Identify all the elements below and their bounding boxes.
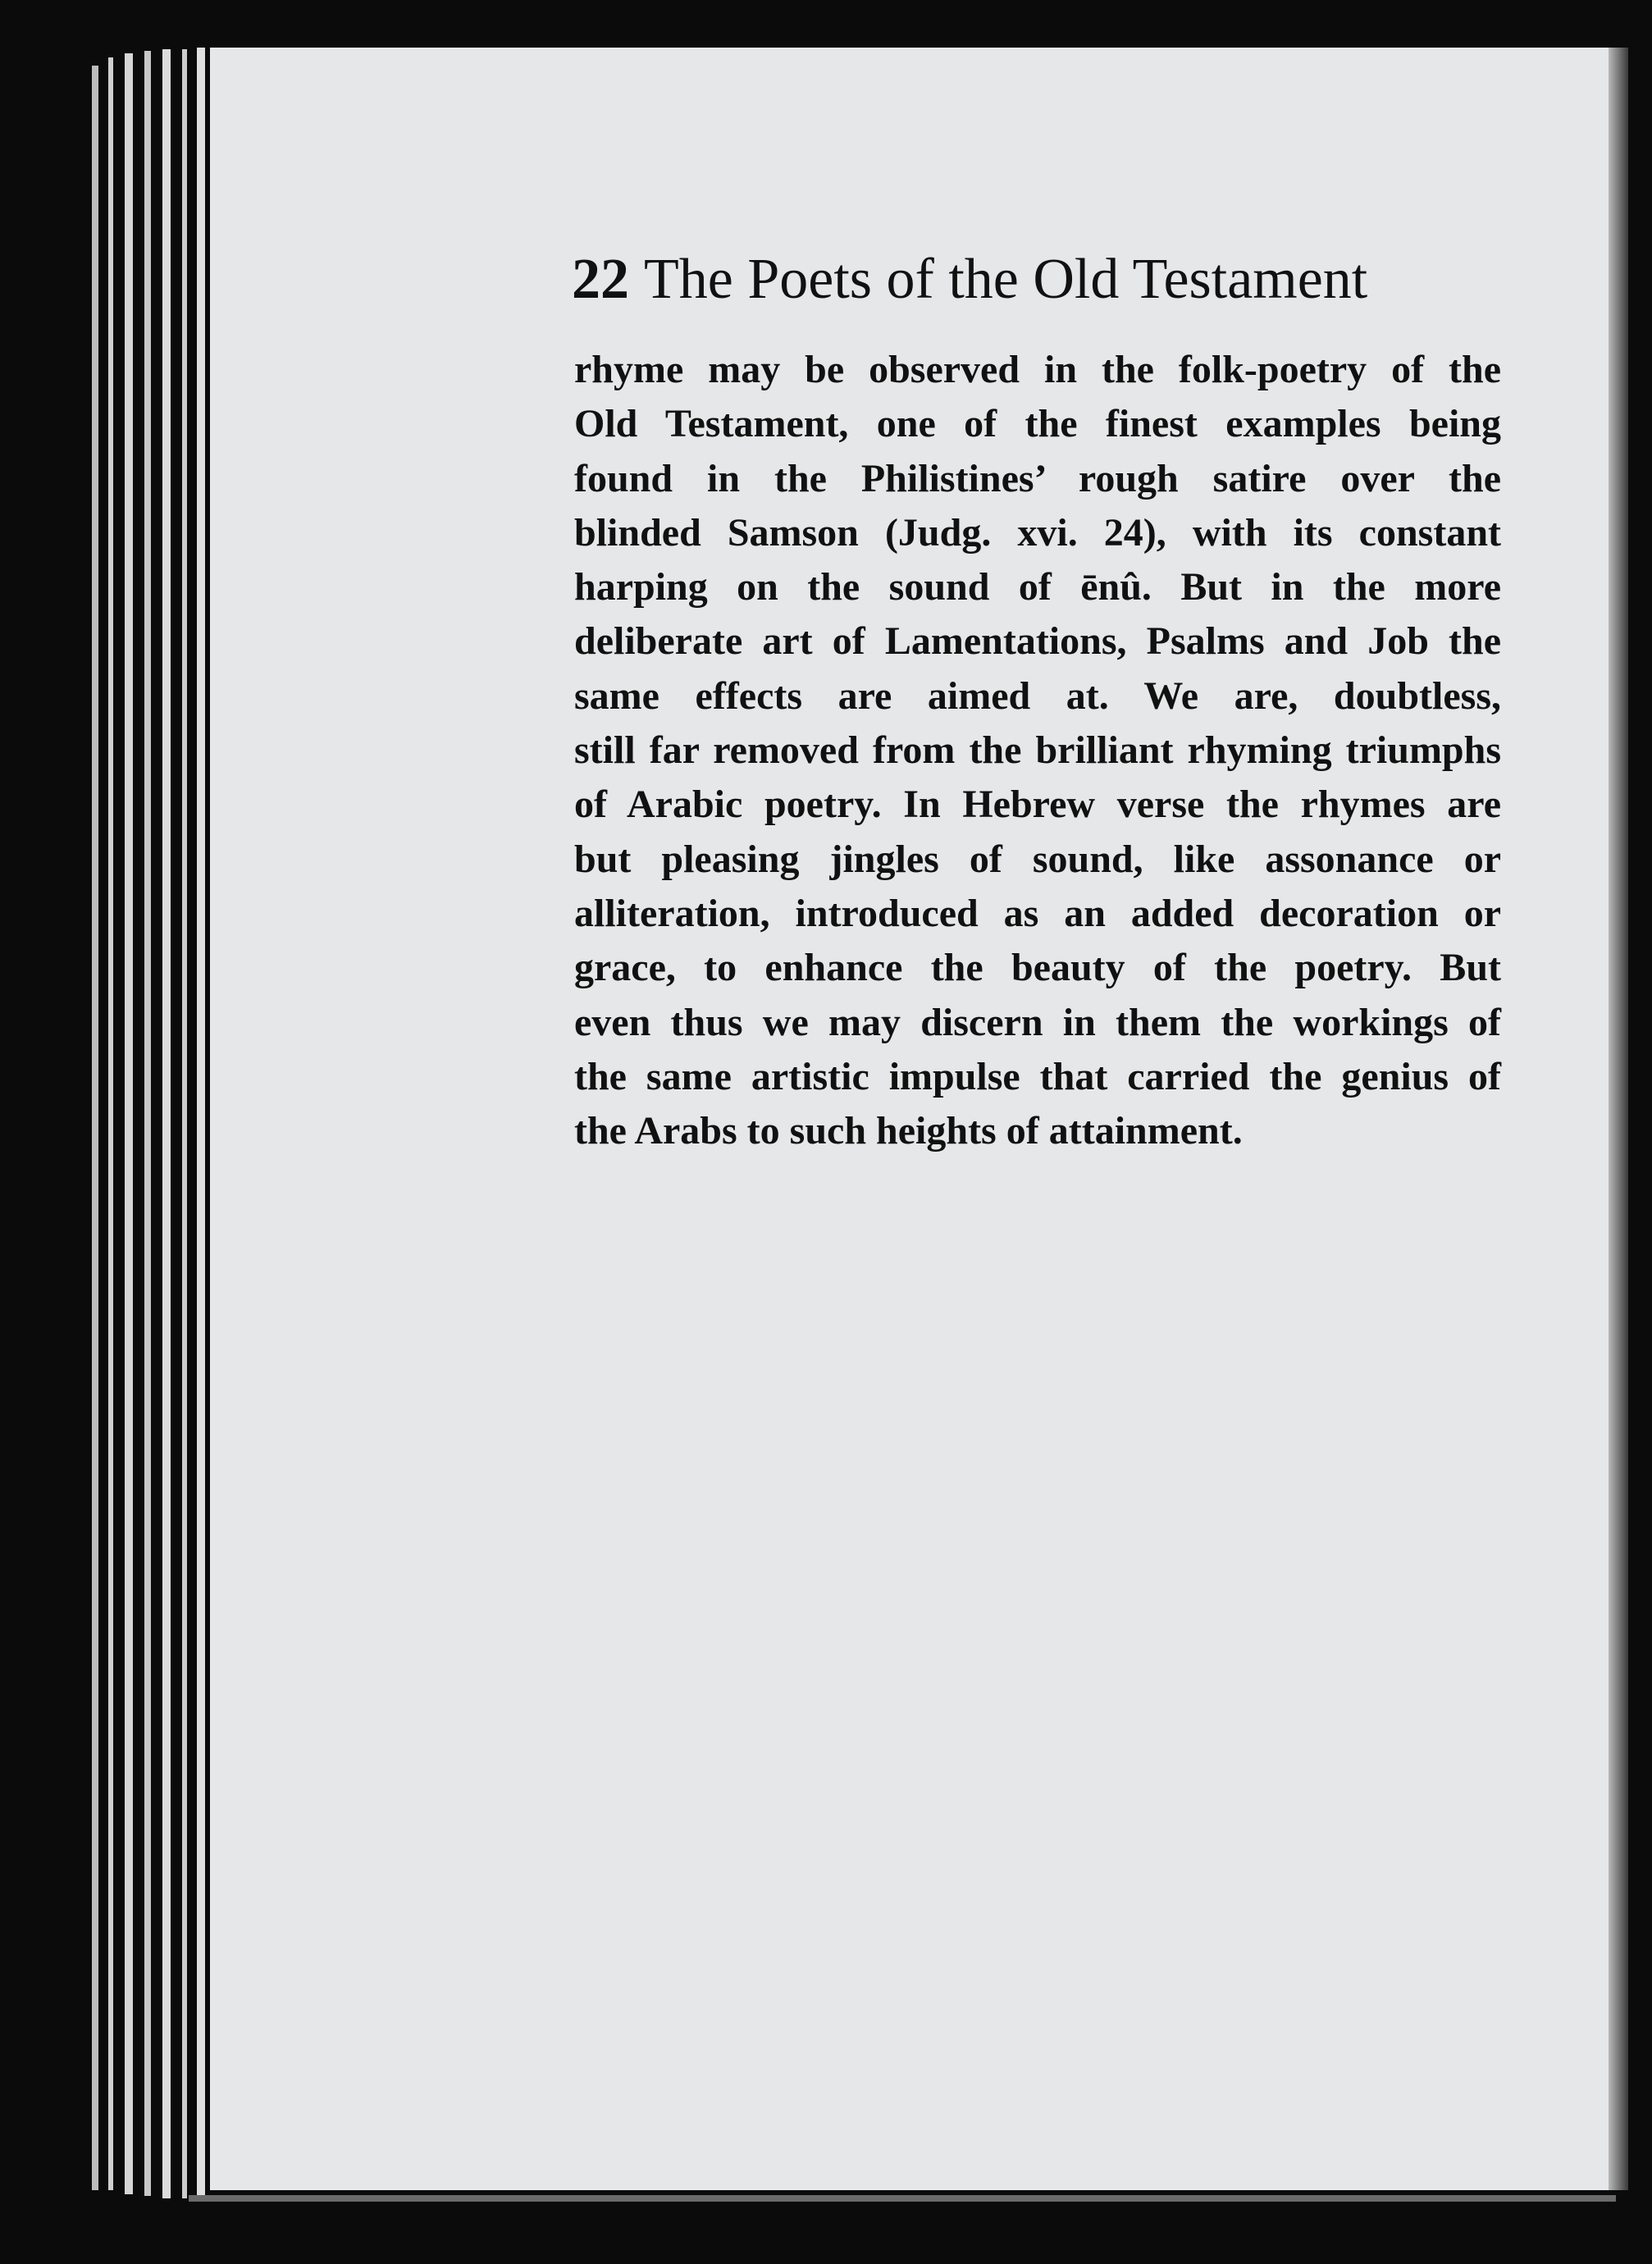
page-shadow xyxy=(1609,48,1628,2190)
running-title: The Poets of the Old Testament xyxy=(644,248,1368,311)
text-line: blinded Samson (Judg. xvi. 24), with its constant xyxy=(574,510,1501,555)
body-paragraph xyxy=(574,343,1501,1158)
text-line: deliberate art of Lamentations, Psalms and Job the xyxy=(574,619,1501,664)
page-edge xyxy=(125,53,133,2194)
text-line: the same artistic impulse that carried the genius of xyxy=(574,1054,1501,1098)
page-bottom-edge xyxy=(189,2195,1616,2202)
text-line: grace, to enhance the beauty of the poetry. But xyxy=(574,946,1501,990)
page-edge xyxy=(197,48,205,2201)
page-edge xyxy=(162,49,171,2198)
text-line: alliteration, introduced as an added decoration or xyxy=(574,891,1501,935)
text-line: of Arabic poetry. In Hebrew verse the rhymes are xyxy=(574,783,1501,827)
page-edge xyxy=(144,51,151,2196)
text-line: the Arabs to such heights of attainment. xyxy=(574,1109,1243,1153)
page-number: 22 xyxy=(572,248,629,311)
text-line: Old Testament, one of the finest examples being xyxy=(574,402,1501,446)
page-edge xyxy=(108,57,113,2190)
text-line: same effects are aimed at. We are, doubtless, xyxy=(574,673,1501,718)
text-line: still far removed from the brilliant rhyming triumphs xyxy=(574,728,1501,773)
page-edge xyxy=(182,49,187,2198)
page-edge xyxy=(92,66,98,2190)
text-line: harping on the sound of ēnû. But in the more xyxy=(574,565,1501,609)
text-line: even thus we may discern in them the workings of xyxy=(574,1000,1501,1044)
text-line: rhyme may be observed in the folk-poetry of the xyxy=(574,348,1501,391)
running-head xyxy=(572,243,1499,317)
text-line: found in the Philistines’ rough satire over the xyxy=(574,456,1501,500)
text-line: but pleasing jingles of sound, like assonance or xyxy=(574,837,1501,881)
